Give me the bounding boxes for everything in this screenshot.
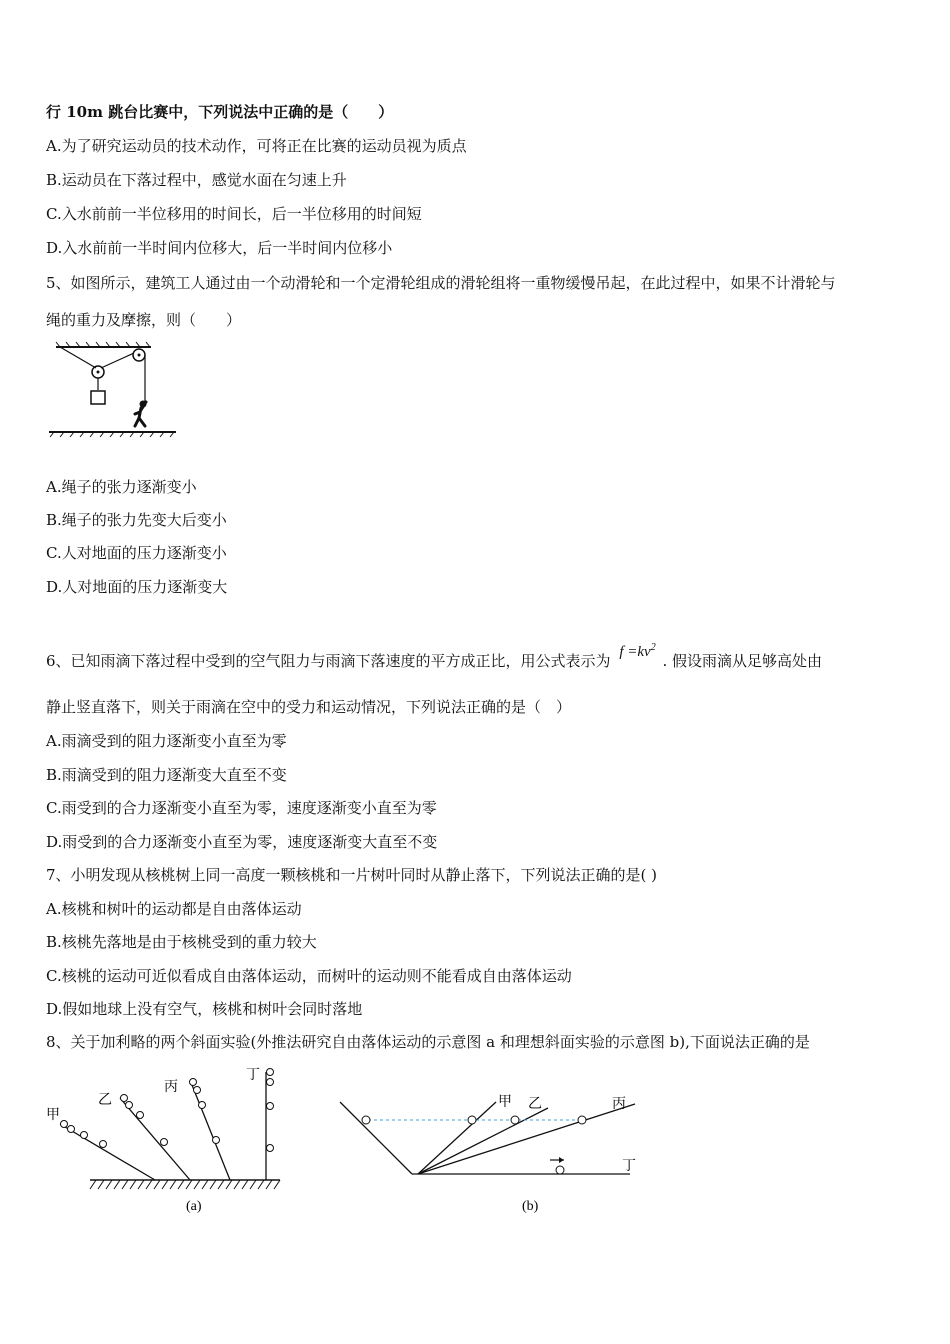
figure-b-label-jia: 甲 bbox=[498, 1095, 512, 1110]
q6-stem-line1 bbox=[46, 642, 823, 672]
q6-stem-part1: 6、已知雨滴下落过程中受到的空气阻力与雨滴下落速度的平方成正比，用公式表示为 bbox=[46, 652, 611, 670]
q7-option-b: B.核桃先落地是由于核桃受到的重力较大 bbox=[46, 933, 317, 951]
q5-option-a: A.绳子的张力逐渐变小 bbox=[46, 478, 197, 496]
q5-option-c: C.人对地面的压力逐渐变小 bbox=[46, 544, 227, 562]
figure-a-label-jia: 甲 bbox=[46, 1108, 60, 1123]
q4-option-d: D.入水前前一半时间内位移大，后一半时间内位移小 bbox=[46, 239, 393, 257]
figure-b-label-bing: 丙 bbox=[612, 1097, 626, 1112]
pulley-figure bbox=[46, 340, 181, 440]
q5-option-b: B.绳子的张力先变大后变小 bbox=[46, 511, 227, 529]
q6-option-b: B.雨滴受到的阻力逐渐变大直至不变 bbox=[46, 766, 287, 784]
figure-a-label-bing: 丙 bbox=[164, 1080, 178, 1095]
q7-option-c: C.核桃的运动可近似看成自由落体运动，而树叶的运动则不能看成自由落体运动 bbox=[46, 967, 572, 985]
q4-stem: 行 10m 跳台比赛中，下列说法中正确的是（ ） bbox=[46, 103, 394, 121]
q8-stem: 8、关于加利略的两个斜面实验(外推法研究自由落体运动的示意图 a 和理想斜面实验的示意图 b),下面说法正确的是 bbox=[46, 1033, 810, 1051]
q7-option-d: D.假如地球上没有空气，核桃和树叶会同时落地 bbox=[46, 1000, 363, 1018]
figure-b-label-yi: 乙 bbox=[528, 1097, 542, 1112]
q5-option-d: D.人对地面的压力逐渐变大 bbox=[46, 578, 228, 596]
q7-option-a: A.核桃和树叶的运动都是自由落体运动 bbox=[46, 900, 302, 918]
q6-stem-part2: . 假设雨滴从足够高处由 bbox=[662, 652, 823, 670]
q6-option-a: A.雨滴受到的阻力逐渐变小直至为零 bbox=[46, 732, 287, 750]
q6-formula: $f =kv^2$ bbox=[619, 642, 656, 660]
q4-option-a: A.为了研究运动员的技术动作，可将正在比赛的运动员视为质点 bbox=[46, 137, 467, 155]
figure-b bbox=[330, 1086, 650, 1222]
q6-option-c: C.雨受到的合力逐渐变小直至为零，速度逐渐变小直至为零 bbox=[46, 799, 437, 817]
q7-stem: 7、小明发现从核桃树上同一高度一颗核桃和一片树叶同时从静止落下，下列说法正确的是( ) bbox=[46, 866, 658, 884]
figure-b-caption: (b) bbox=[522, 1199, 539, 1214]
q6-formula-exponent: 2 bbox=[650, 642, 656, 653]
q4-option-b: B.运动员在下落过程中，感觉水面在匀速上升 bbox=[46, 171, 347, 189]
figure-a bbox=[40, 1062, 290, 1222]
figure-a-label-yi: 乙 bbox=[98, 1093, 112, 1108]
figure-b-label-ding: 丁 bbox=[622, 1159, 636, 1174]
q6-option-d: D.雨受到的合力逐渐变小直至为零，速度逐渐变大直至不变 bbox=[46, 833, 438, 851]
q6-stem-line2: 静止竖直落下，则关于雨滴在空中的受力和运动情况，下列说法正确的是（ ） bbox=[46, 698, 572, 716]
figure-a-caption: (a) bbox=[186, 1199, 202, 1214]
q5-stem-line2: 绳的重力及摩擦，则（ ） bbox=[46, 311, 242, 329]
q5-stem-line1: 5、如图所示，建筑工人通过由一个动滑轮和一个定滑轮组成的滑轮组将一重物缓慢吊起，在此过程中，如果不计滑轮与 bbox=[46, 274, 836, 292]
figure-a-label-ding: 丁 bbox=[246, 1068, 260, 1083]
q4-option-c: C.入水前前一半位移用的时间长，后一半位移用的时间短 bbox=[46, 205, 422, 223]
